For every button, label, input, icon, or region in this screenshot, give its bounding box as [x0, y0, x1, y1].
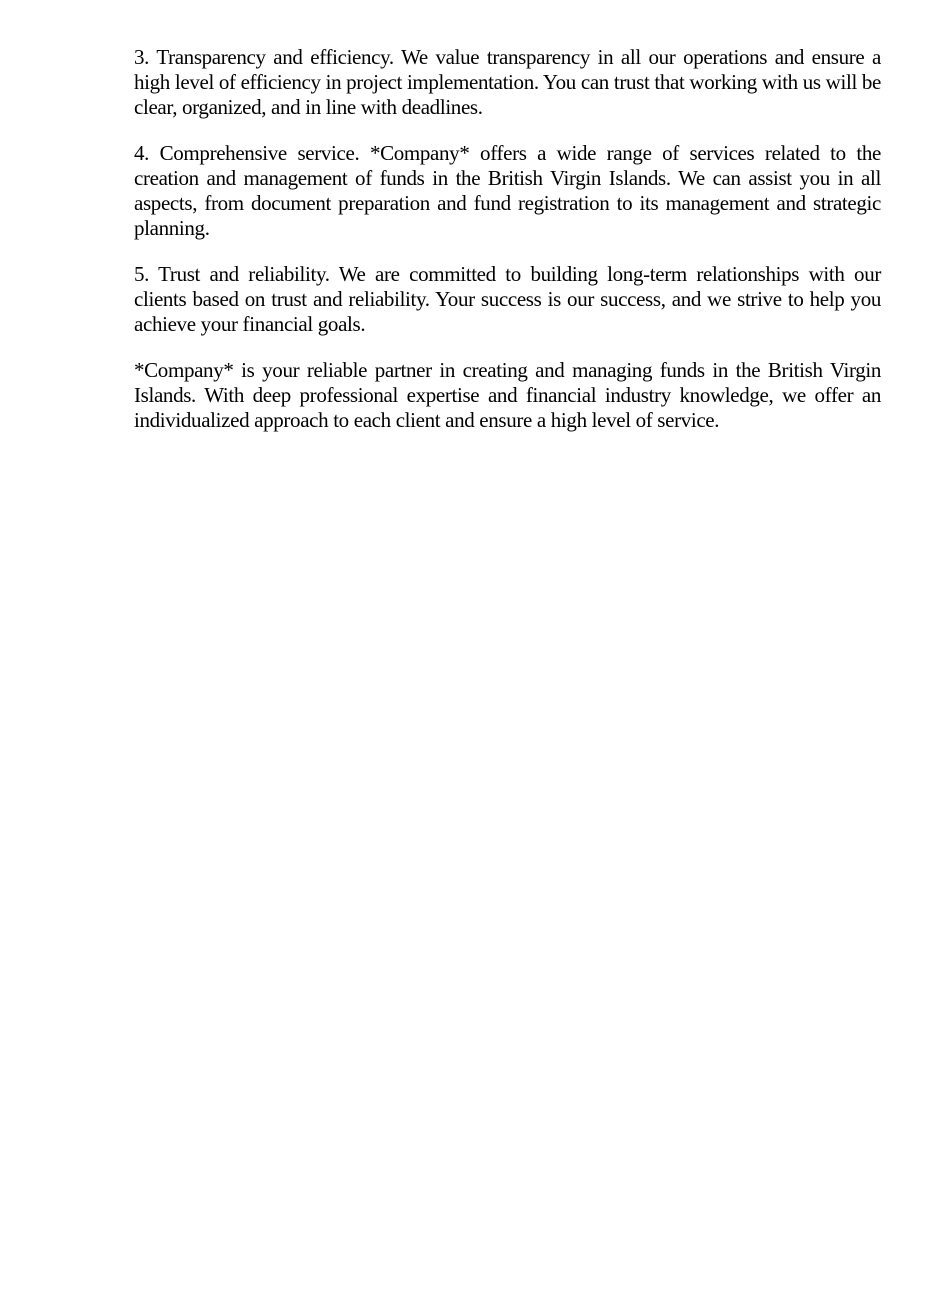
paragraph-comprehensive-service: 4. Comprehensive service. *Company* offers a wide range of services related to the creation and management of funds in the British Virgin Islands. We can assist you in all aspects, from document preparation and fund registration to its management and strategic planning.: [134, 141, 881, 240]
paragraph-transparency: 3. Transparency and efficiency. We value transparency in all our operations and ensure a high level of efficiency in project implementation. You can trust that working with us will be clear, organized, and in line with deadlines.: [134, 45, 881, 119]
paragraph-trust-reliability: 5. Trust and reliability. We are committed to building long-term relationships with our clients based on trust and reliability. Your success is our success, and we strive to help you achieve your financial goals.: [134, 262, 881, 336]
paragraph-company-summary: *Company* is your reliable partner in creating and managing funds in the British Virgin Islands. With deep professional expertise and financial industry knowledge, we offer an individualized approach to each client and ensure a high level of service.: [134, 358, 881, 432]
document-body: [134, 45, 881, 454]
